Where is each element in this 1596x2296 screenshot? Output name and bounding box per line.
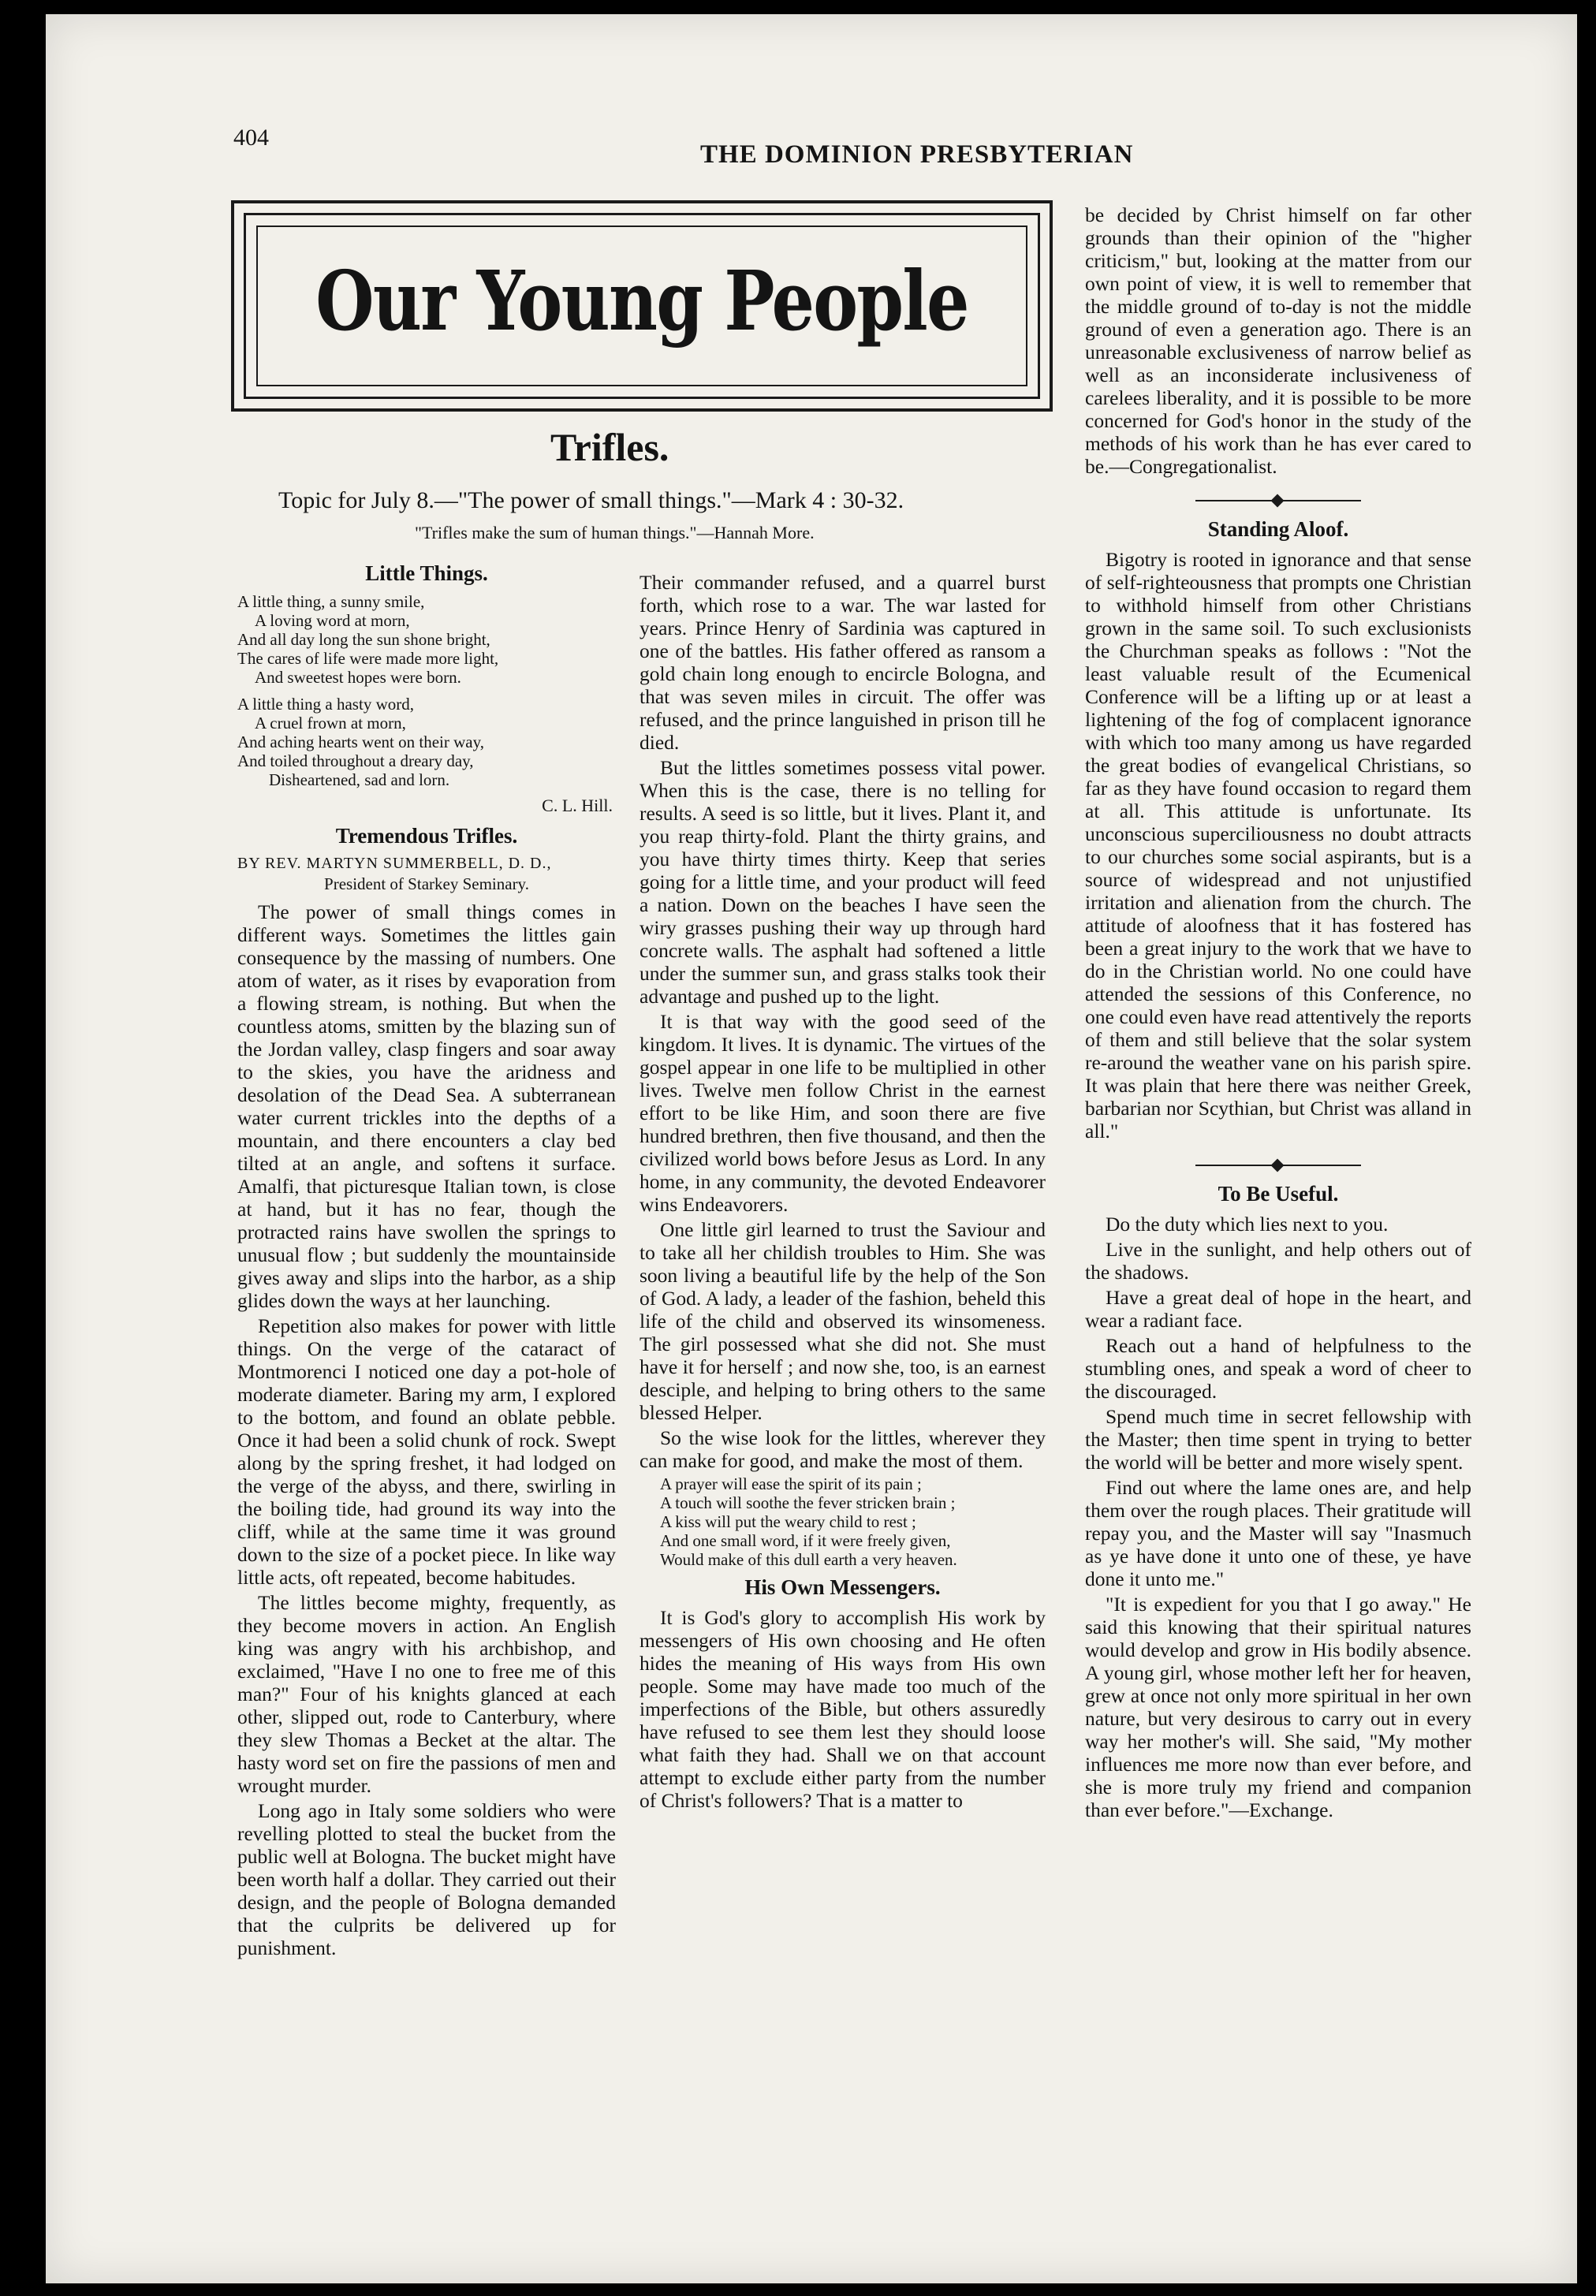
paragraph: Live in the sunlight, and help others out of the shadows.	[1085, 1238, 1471, 1284]
section-divider	[1195, 495, 1361, 506]
poem-line: Would make of this dull earth a very heaven.	[660, 1550, 957, 1569]
poem-line: A loving word at morn,	[255, 611, 410, 630]
paragraph: The power of small things comes in different ways. Sometimes the littles gain consequence by the massing of numbers. One atom of water, as it rises by evaporation from a flowing stream, is nothing. But when the countless atoms, smitten by the blazing sun of the Jordan valley, clasp fingers and soar away to the skies, you have the aridness and desolation of the Dead Sea. A subterranean water current trickles into the depths of a mountain, and there encounters a clay bed tilted at an angle, and softens it surface. Amalfi, that picturesque Italian town, is close at hand, but it has no fear, though the protracted rains have swollen the springs to unusual flow ; but suddenly the mountainside gives away and slips into the harbor, as a ship glides down the ways at her launching.	[237, 900, 616, 1312]
paragraph: Do the duty which lies next to you.	[1106, 1213, 1389, 1236]
poem-line: The cares of life were made more light,	[237, 649, 499, 668]
tremendous-trifles-title: Tremendous Trifles.	[335, 824, 518, 848]
newspaper-page	[46, 14, 1577, 2283]
paragraph: Their commander refused, and a quarrel burst forth, which rose to a war. The war lasted for years. Prince Henry of Sardinia was captured in one of the battles. His father offered as ransom a gold chain long enough to encircle Bologna, and that was seven miles in circuit. The offer was refused, and the prince languished in prison till he died.	[640, 571, 1046, 754]
author-position: President of Starkey Seminary.	[324, 874, 529, 893]
poem-line: A little thing, a sunny smile,	[237, 592, 425, 611]
column-2	[640, 571, 1046, 1814]
little-things-title: Little Things.	[365, 561, 488, 585]
paragraph: Repetition also makes for power with little things. On the verge of the cataract of Montmorenci I noticed one day a pot-hole of moderate diameter. Baring my arm, I explored to the bottom, and found an oblate pebble. Once it had been a solid chunk of rock. Swept along by the spring freshet, it had lodged on the verge of the abyss, and there, swirling in the boiling tide, had ground its way into the cliff, while at the same time it was ground down to the size of a pocket piece. In like way little acts, oft repeated, become habitudes.	[237, 1314, 616, 1589]
poem-line: A touch will soothe the fever stricken brain ;	[660, 1493, 956, 1512]
running-head: THE DOMINION PRESBYTERIAN	[700, 140, 1134, 169]
paragraph: Reach out a hand of helpfulness to the stumbling ones, and speak a word of cheer to the discouraged.	[1085, 1334, 1471, 1403]
epigraph: "Trifles make the sum of human things."—Hannah More.	[415, 523, 815, 542]
paragraph: "It is expedient for you that I go away." He said this knowing that their spiritual natures would develop and grow in His bodily absence. A young girl, whose mother left her for heaven, grew at once not only more spiritual in her own nature, but very desirous to carry out in every way her mother's will. She said, "My mother influences me more now than ever before, and she is more truly my friend and companion than ever before."—Exchange.	[1085, 1593, 1471, 1821]
byline: BY REV. MARTYN SUMMERBELL, D. D.,	[237, 855, 552, 872]
poem-line: And one small word, if it were freely given,	[660, 1531, 951, 1550]
paragraph: Have a great deal of hope in the heart, and wear a radiant face.	[1085, 1286, 1471, 1332]
poem-line: A prayer will ease the spirit of its pain ;	[660, 1474, 922, 1493]
poem-line: Disheartened, sad and lorn.	[269, 770, 450, 789]
paragraph: The littles become mighty, frequently, as they become movers in action. An English king was angry with his archbishop, and exclaimed, "Have I no one to free me of this man?" Four of his knights glanced at each other, slipped out, rode to Canterbury, where they slew Thomas a Becket at the altar. The hasty word set on fire the passions of men and wrought murder.	[237, 1591, 616, 1797]
section-divider	[1195, 1160, 1361, 1171]
column-1	[237, 555, 616, 1962]
topic-line: Topic for July 8.—"The power of small things."—Mark 4 : 30-32.	[278, 487, 904, 513]
poem-signature: C. L. Hill.	[542, 796, 613, 815]
paragraph: Spend much time in secret fellowship with the Master; then time spent in trying to better the world will be better and more wisely spent.	[1085, 1405, 1471, 1474]
main-title: Trifles.	[550, 425, 669, 469]
little-things-poem	[237, 592, 616, 789]
paragraph: So the wise look for the littles, wherever they can make for good, and make the most of them.	[640, 1426, 1046, 1472]
to-be-useful-title: To Be Useful.	[1218, 1182, 1339, 1206]
page-number: 404	[233, 125, 269, 151]
paragraph: Long ago in Italy some soldiers who were revelling plotted to steal the bucket from the public well at Bologna. The bucket might have been worth half a dollar. They carried out their design, and the people of Bologna demanded that the culprits be delivered up for punishment.	[237, 1799, 616, 1959]
paragraph: It is God's glory to accomplish His work by messengers of His own choosing and He often hides the meaning of His ways from His own people. Some may have made too much of the imperfections of the Bible, but others assuredly have refused to see them lest they should loose what faith they had. Shall we on that account attempt to exclude either party from the number of Christ's followers? That is a matter to	[640, 1606, 1046, 1812]
standing-aloof-title: Standing Aloof.	[1207, 517, 1349, 541]
paragraph: Bigotry is rooted in ignorance and that sense of self-righteousness that prompts one Christian to withhold himself from other Christians grown in the same soil. To such exclusionists the Churchman speaks as follows : "Not the least valuable result of the Ecumenical Conference will be a lifting up or at least a lightening of the fog of complacent ignorance with which too many among us have regarded the great bodies of evangelical Christians, so far as they have found occasion to regard them at all. This attitude is unfortunate. Its unconscious superciliousness no doubt attracts to our churches some social aspirants, but is a source of widespread and not unjustified irritation and alienation from the church. The attitude of aloofness that it has fostered has been a great injury to the work that we have to do in the Christian world. No one could have attended the sessions of this Conference, no one could even have read attentively the reports of them and still believe that the solar system re-around the weather vane on his parish spire. It was plain that here there was neither Greek, barbarian nor Scythian, but Christ was alland in all."	[1085, 548, 1471, 1142]
poem-line: And toiled throughout a dreary day,	[237, 751, 474, 770]
paragraph: One little girl learned to trust the Saviour and to take all her childish troubles to Him. She was soon living a beautiful life by the help of the Son of God. A lady, a leader of the fashion, beheld this life of the child and observed its winsomeness. The girl possessed what she did not. She must have it for herself ; and now she, too, is an earnest desciple, and helping to bring others to the same blessed Helper.	[640, 1218, 1046, 1424]
paragraph: Find out where the lame ones are, and help them over the rough places. Their gratitude will repay you, and the Master will say "Inasmuch as ye have done it unto one of these, ye have done it unto me."	[1085, 1476, 1471, 1590]
poem-line: And sweetest hopes were born.	[255, 668, 461, 687]
poem-line: And aching hearts went on their way,	[237, 732, 484, 751]
paragraph: But the littles sometimes possess vital power. When this is the case, there is no telling for results. A seed is so little, but it lives. Plant it, and you reap thirty-fold. Plant the thirty grains, and you have thirty times thirty. Keep that series going for a little time, and your product will feed a nation. Down on the beaches I have seen the wiry grasses pushing their way up through hard concrete walls. The asphalt had softened a little under the summer sun, and grass stalks took their advantage and pushed up to the light.	[640, 756, 1046, 1008]
poem-line: And all day long the sun shone bright,	[237, 630, 490, 649]
paragraph: It is that way with the good seed of the kingdom. It lives. It is dynamic. The virtues of the gospel appear in one life to be multiplied in other lives. Twelve men follow Christ in the earnest effort to be like Him, and soon there are five hundred brethren, then five thousand, and then the civilized world bows before Jesus as Lord. In any home, in any community, the devoted Endeavorer wins Endeavorers.	[640, 1010, 1046, 1216]
closing-poem	[640, 1474, 1046, 1569]
paragraph: be decided by Christ himself on far other grounds than their opinion of the "higher criticism," but, looking at the matter from our own point of view, it is well to remember that the middle ground of to-day is not the middle ground of even a generation ago. There is an unreasonable exclusiveness of narrow belief as well as an inconsiderate inclusiveness of carelees liberality, and it is possible to be more concerned for God's honor in the study of the methods of his work than he has ever cared to be.—Congregationalist.	[1085, 203, 1471, 478]
poem-line: A little thing a hasty word,	[237, 695, 414, 714]
poem-line: A kiss will put the weary child to rest ;	[660, 1512, 916, 1531]
his-own-messengers-title: His Own Messengers.	[744, 1575, 941, 1599]
column-3	[1085, 203, 1471, 1824]
section-title: Our Young People	[315, 252, 968, 349]
section-banner	[231, 200, 1053, 412]
poem-line: A cruel frown at morn,	[255, 714, 406, 732]
